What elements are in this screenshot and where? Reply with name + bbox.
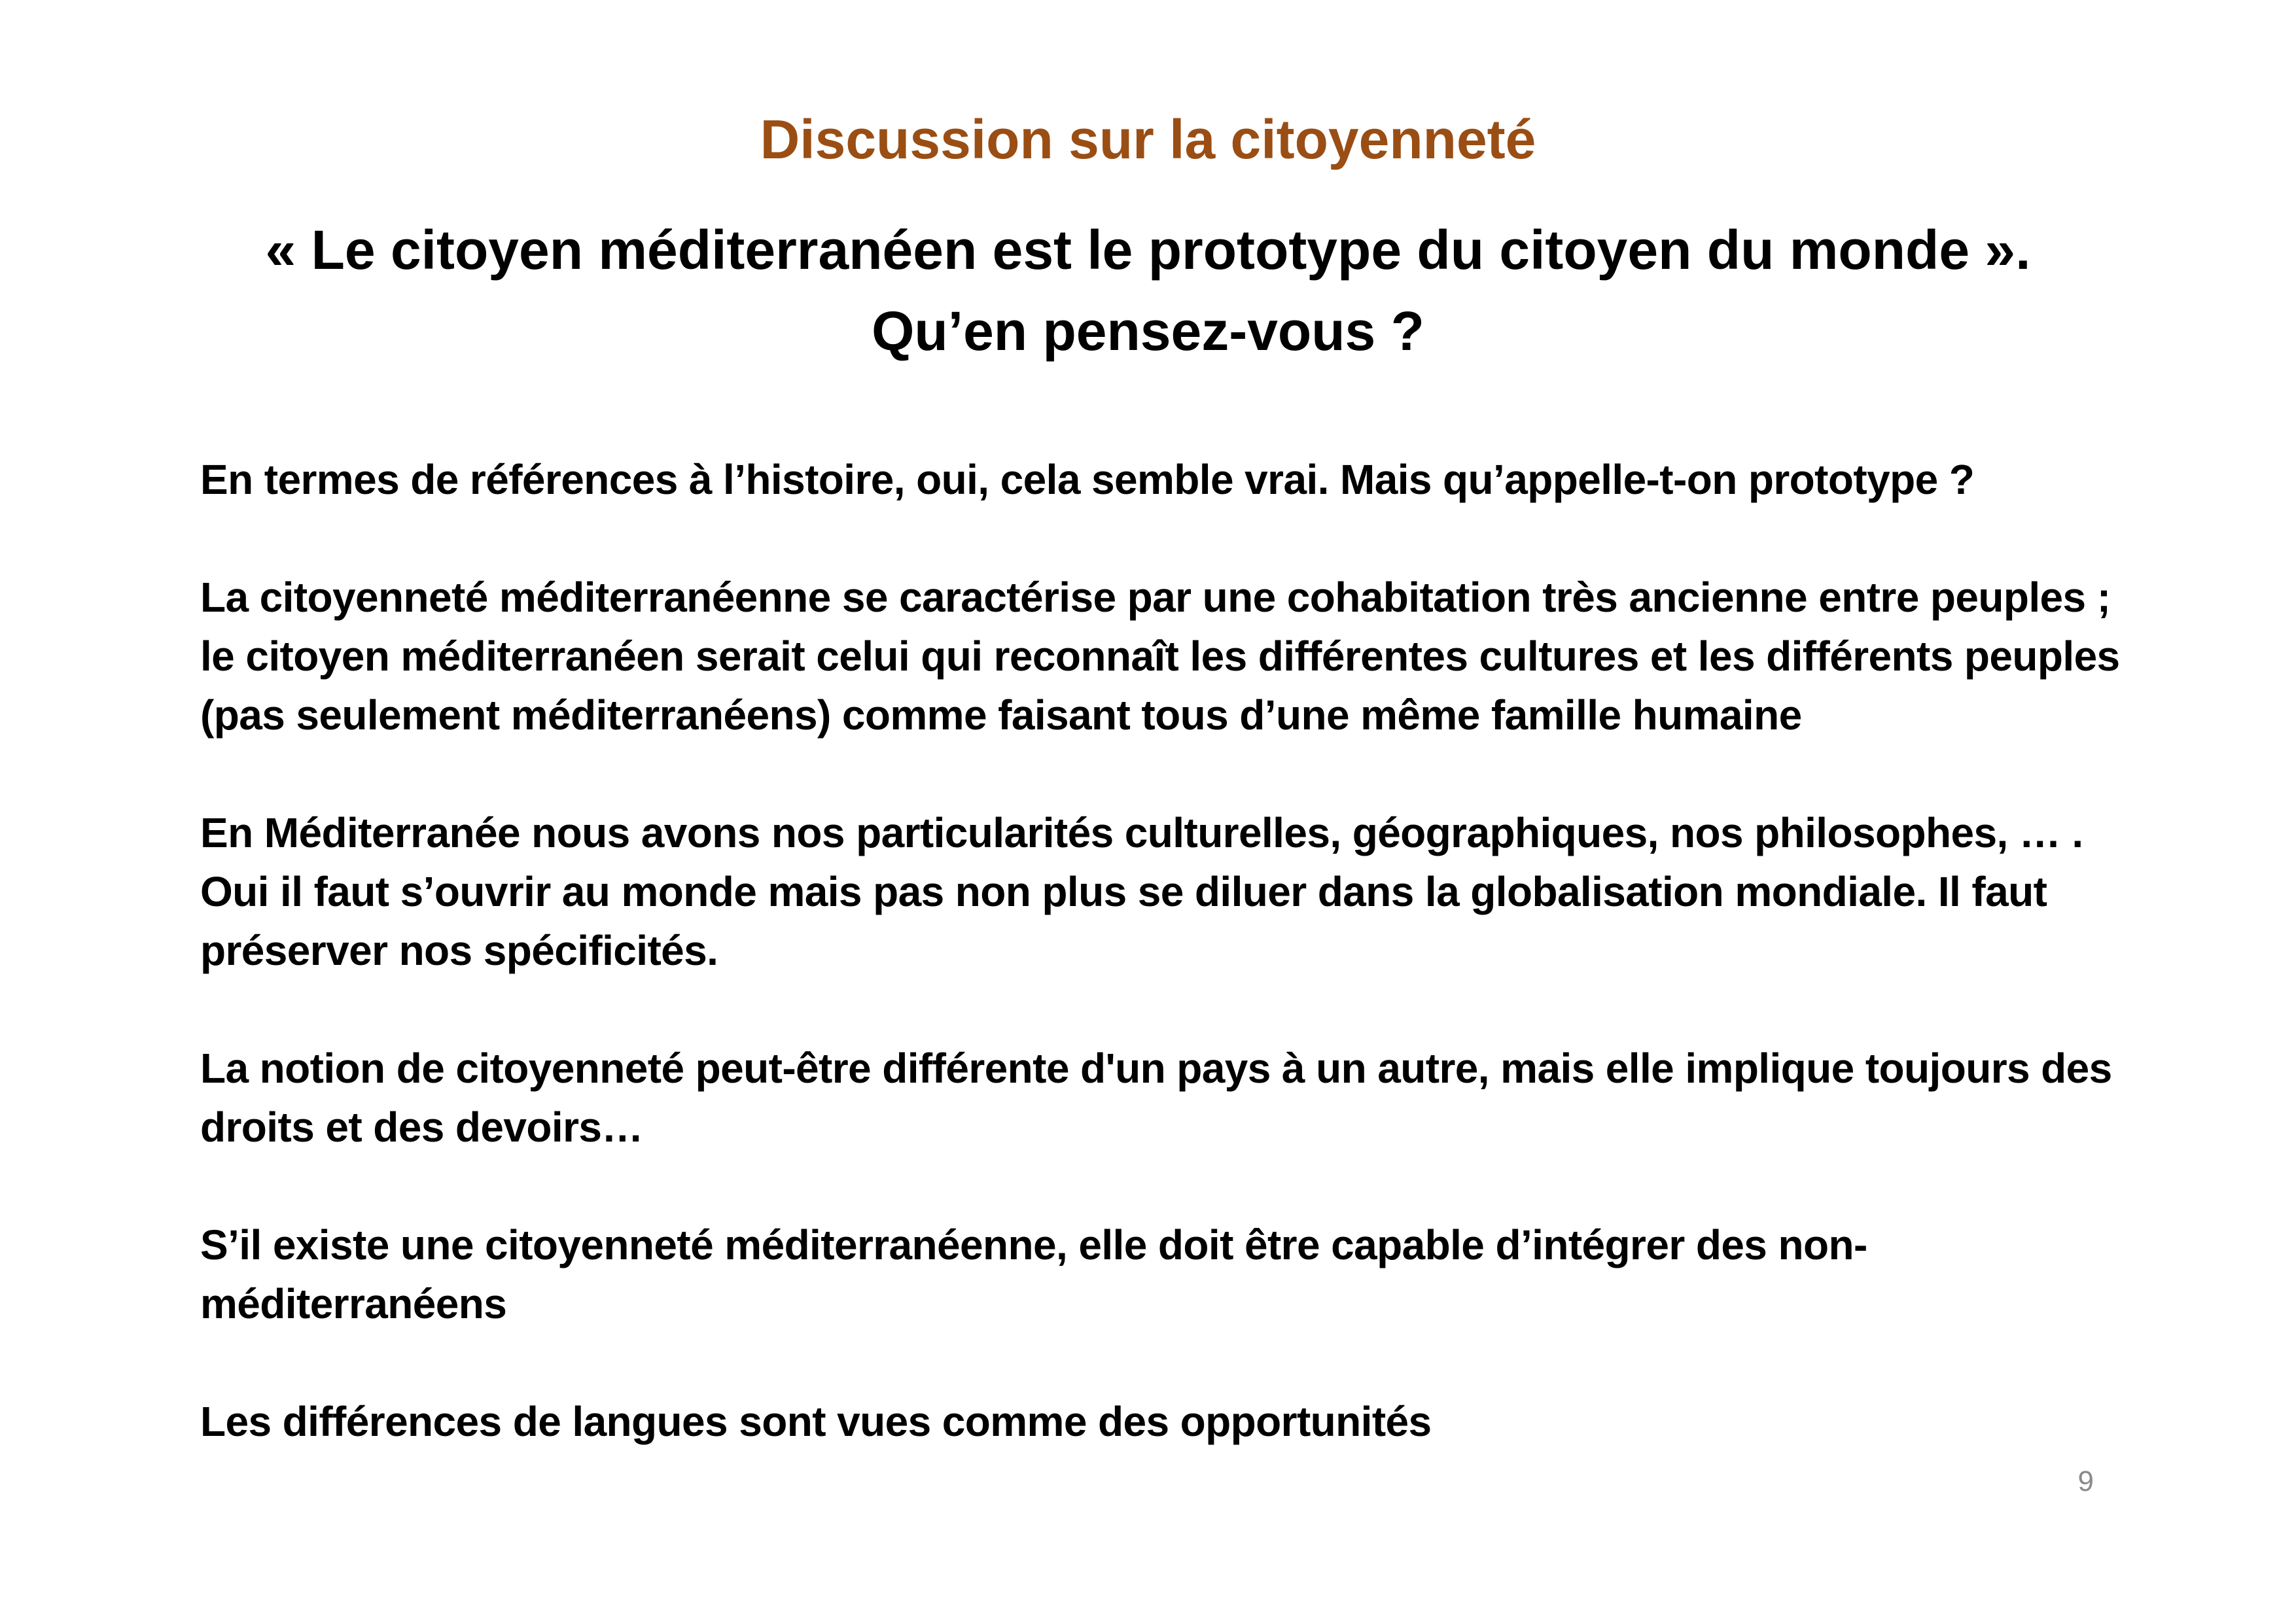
discussion-question bbox=[0, 209, 2296, 372]
paragraph-integration: S’il existe une citoyenneté méditerranéenne, elle doit être capable d’intégrer des non-méditerranéens bbox=[200, 1221, 1867, 1327]
question-line-2: Qu’en pensez-vous ? bbox=[872, 300, 1424, 362]
slide-title: Discussion sur la citoyenneté bbox=[760, 109, 1536, 170]
paragraph-rights-duties: La notion de citoyenneté peut-être différente d'un pays à un autre, mais elle implique toujours des droits et des devoirs… bbox=[200, 1045, 2112, 1151]
paragraph-languages: Les différences de langues sont vues comme des opportunités bbox=[200, 1398, 1432, 1445]
paragraph-cohabitation: La citoyenneté méditerranéenne se caractérise par une cohabitation très ancienne entre peuples ; le citoyen méditerranéen serait celui qui reconnaît les différentes cultures et les différents peuples (pas seulement méditerranéens) comme faisant tous d’une même famille humaine bbox=[200, 574, 2120, 739]
page-number: 9 bbox=[2077, 1465, 2094, 1497]
paragraph-history: En termes de références à l’histoire, oui, cela semble vrai. Mais qu’appelle-t-on prototype ? bbox=[200, 456, 1975, 503]
discussion-body bbox=[200, 450, 2137, 1510]
question-line-1: « Le citoyen méditerranéen est le prototype du citoyen du monde ». bbox=[265, 219, 2031, 281]
paragraph-specificities: En Méditerranée nous avons nos particularités culturelles, géographiques, nos philosophes, … . Oui il faut s’ouvrir au monde mais pas non plus se diluer dans la globalisation mondiale. Il faut préserver nos spécificités. bbox=[200, 809, 2083, 974]
